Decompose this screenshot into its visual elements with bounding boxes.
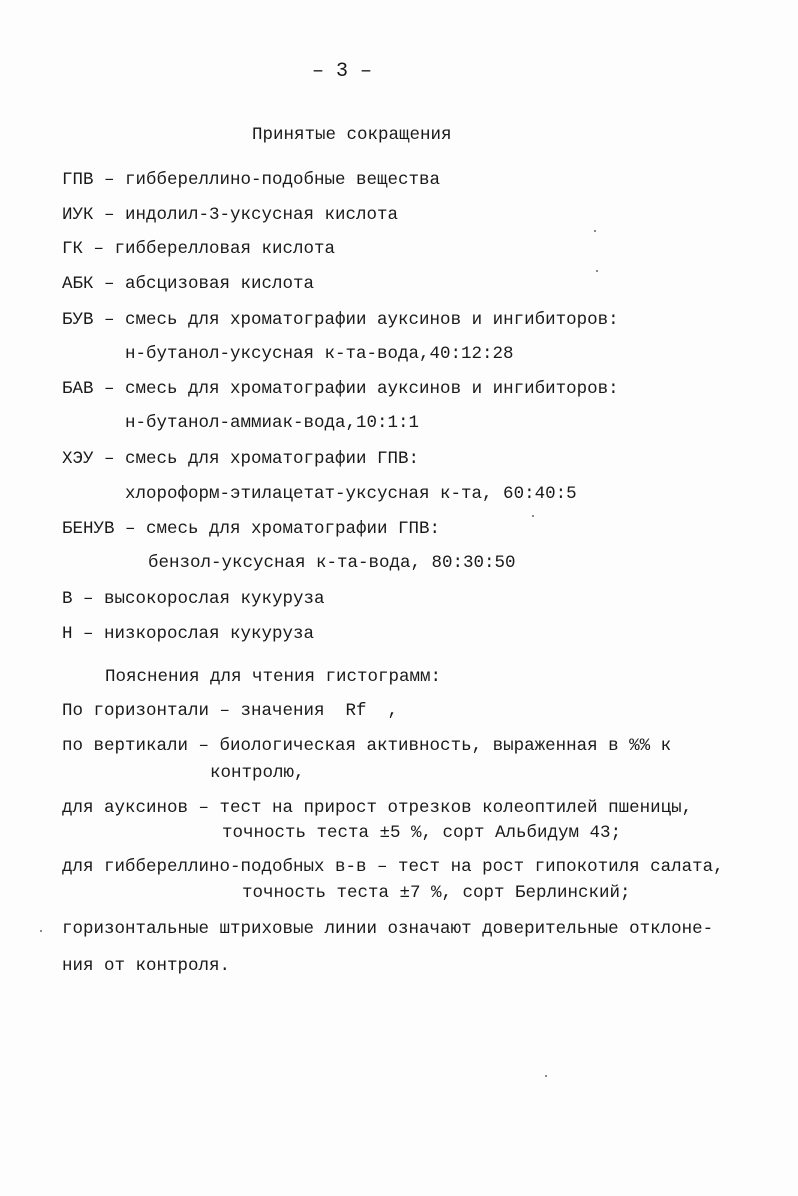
legend-vertical: по вертикали – биологическая активность, выраженная в %% к	[62, 736, 672, 756]
abbreviation-abk: АБК – абсцизовая кислота	[62, 274, 315, 294]
legend-dashed-lines: горизонтальные штриховые линии означают доверительные отклоне-	[62, 919, 714, 939]
legend-dashed-lines-cont: ния от контроля.	[62, 956, 231, 976]
abbreviation-buv: БУВ – смесь для хроматографии ауксинов и ингибиторов:	[62, 310, 619, 330]
abbreviation-benuv: БЕНУВ – смесь для хроматографии ГПВ:	[62, 519, 441, 539]
abbreviation-benuv-composition: бензол-уксусная к-та-вода, 80:30:50	[148, 553, 516, 573]
abbreviation-bav-composition: н-бутанол-аммиак-вода,10:1:1	[125, 413, 420, 433]
abbreviation-v: В – высокорослая кукуруза	[62, 589, 325, 609]
page-number: – 3 –	[312, 60, 373, 83]
legend-gibberellins: для гиббереллино-подобных в-в – тест на рост гипокотиля салата,	[62, 857, 724, 877]
scan-speck	[40, 930, 42, 932]
abbreviations-heading: Принятые сокращения	[252, 125, 452, 145]
legend-auxins-cont: точность теста ±5 %, сорт Альбидум 43;	[222, 823, 622, 843]
abbreviation-gpv: ГПВ – гиббереллино-подобные вещества	[62, 170, 441, 190]
abbreviation-heu-composition: хлороформ-этилацетат-уксусная к-та, 60:40:5	[125, 484, 577, 504]
legend-auxins: для ауксинов – тест на прирост отрезков колеоптилей пшеницы,	[62, 798, 693, 818]
abbreviation-iuk: ИУК – индолил-3-уксусная кислота	[62, 205, 399, 225]
abbreviation-gk: ГК – гибберелловая кислота	[62, 239, 336, 259]
scan-speck	[594, 230, 596, 232]
scan-speck	[596, 270, 598, 272]
legend-horizontal: По горизонтали – значения Rf ,	[62, 701, 399, 721]
abbreviation-heu: ХЭУ – смесь для хроматографии ГПВ:	[62, 449, 420, 469]
abbreviation-bav: БАВ – смесь для хроматографии ауксинов и ингибиторов:	[62, 379, 619, 399]
scan-speck	[532, 515, 534, 517]
abbreviation-buv-composition: н-бутанол-уксусная к-та-вода,40:12:28	[125, 344, 514, 364]
legend-vertical-cont: контролю,	[210, 763, 305, 783]
abbreviation-n: Н – низкорослая кукуруза	[62, 624, 315, 644]
legend-gibberellins-cont: точность теста ±7 %, сорт Берлинский;	[242, 883, 631, 903]
scan-speck	[545, 1075, 547, 1077]
legend-heading: Пояснения для чтения гистограмм:	[105, 667, 442, 687]
